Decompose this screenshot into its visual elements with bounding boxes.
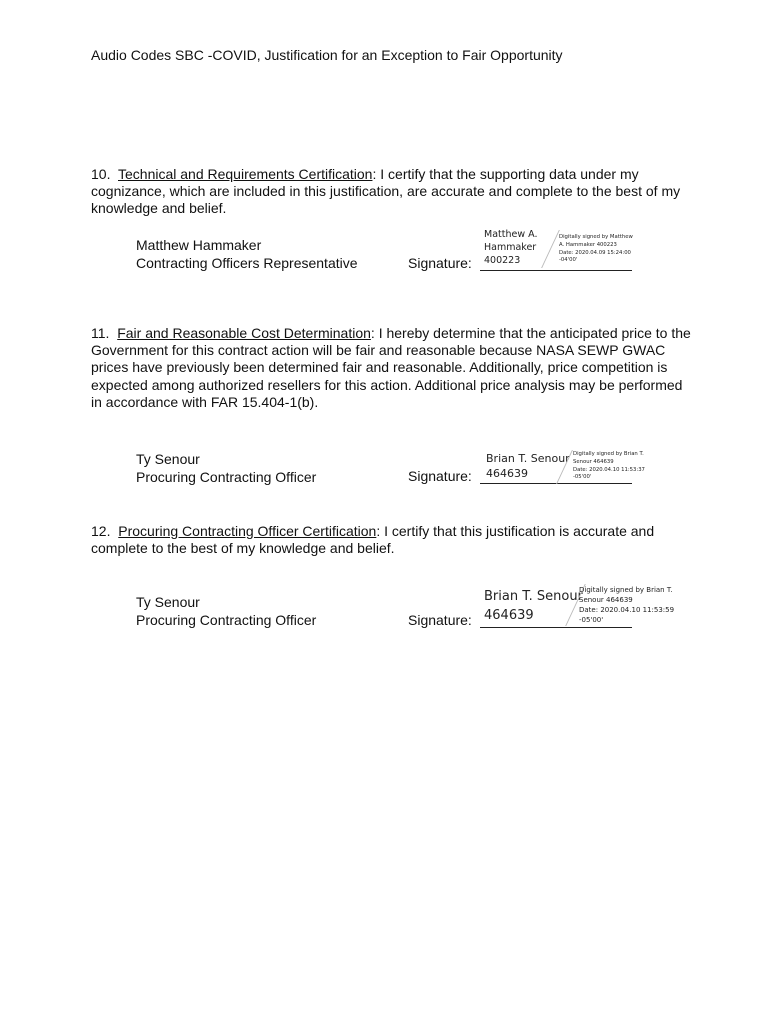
- section-body: : I certify that the supporting data under my cognizance, which are included in this justification, are accurate and complete to the best of my knowledge and belief.: [91, 166, 681, 217]
- section-body: : I hereby determine that the anticipated price to the Government for this contract action will be fair and reasonable because NASA SEWP GWAC prices have previously been determined fair and reasonable. Additionally, price competition is expected among authorized resellers for this action. Additional price analysis may be performed in accordance with FAR 15.404-1(b).: [91, 325, 691, 410]
- signature-detail-line4: -05'00': [573, 474, 592, 481]
- digital-signature: [480, 448, 645, 486]
- signature-name-line1: Brian T. Senour: [484, 589, 583, 604]
- signer-title: Contracting Officers Representative: [136, 255, 358, 271]
- signature-detail-line2: Senour 464639: [573, 458, 614, 465]
- signature-line: [480, 270, 632, 271]
- section-pco-certification: [91, 523, 691, 557]
- signature-id: 464639: [484, 608, 534, 623]
- section-technical-certification: [91, 166, 691, 218]
- signature-detail-line2: A. Hammaker 400223: [559, 241, 617, 248]
- signer-block: [136, 236, 358, 272]
- signature-name-line2: Hammaker: [484, 242, 537, 253]
- signature-id: 464639: [486, 467, 528, 480]
- signature-id: 400223: [484, 255, 521, 266]
- digital-signature: [480, 226, 640, 270]
- section-heading: Technical and Requirements Certification: [118, 166, 373, 182]
- signer-name: Matthew Hammaker: [136, 237, 262, 253]
- section-heading: Procuring Contracting Officer Certification: [118, 523, 377, 539]
- signer-block: [136, 450, 316, 486]
- signature-label: Signature:: [408, 255, 472, 271]
- signer-name: Ty Senour: [136, 594, 200, 610]
- signature-detail-line3: Date: 2020.04.10 11:53:59: [579, 606, 675, 614]
- section-body: : I certify that this justification is accurate and complete to the best of my knowledge and belief.: [91, 523, 655, 557]
- signature-detail-line1: Digitally signed by Brian T.: [579, 586, 673, 594]
- signature-detail-line2: Senour 464639: [579, 596, 633, 604]
- signature-label: Signature:: [408, 468, 472, 484]
- section-number: 11.: [91, 325, 110, 341]
- signature-detail-line3: Date: 2020.04.09 15:24:00: [559, 249, 631, 256]
- digital-signature: [480, 582, 680, 628]
- section-number: 10.: [91, 166, 111, 182]
- document-header: Audio Codes SBC -COVID, Justification for an Exception to Fair Opportunity: [91, 47, 563, 63]
- signature-stroke: [541, 230, 560, 268]
- signature-name-line1: Matthew A.: [484, 229, 538, 240]
- signature-name-line1: Brian T. Senour: [486, 452, 570, 465]
- section-cost-determination: [91, 325, 691, 411]
- signature-detail-line4: -05'00': [579, 616, 604, 624]
- signer-title: Procuring Contracting Officer: [136, 612, 317, 628]
- signature-detail-line1: Digitally signed by Brian T.: [573, 451, 644, 457]
- signature-label: Signature:: [408, 612, 472, 628]
- signer-title: Procuring Contracting Officer: [136, 469, 317, 485]
- signature-detail-line3: Date: 2020.04.10 11:53:37: [573, 466, 645, 473]
- signer-block: [136, 593, 316, 629]
- signature-detail-line1: Digitally signed by Matthew: [559, 234, 633, 240]
- section-number: 12.: [91, 523, 111, 539]
- signature-detail-line4: -04'00': [559, 257, 578, 264]
- section-heading: Fair and Reasonable Cost Determination: [117, 325, 371, 341]
- signer-name: Ty Senour: [136, 451, 200, 467]
